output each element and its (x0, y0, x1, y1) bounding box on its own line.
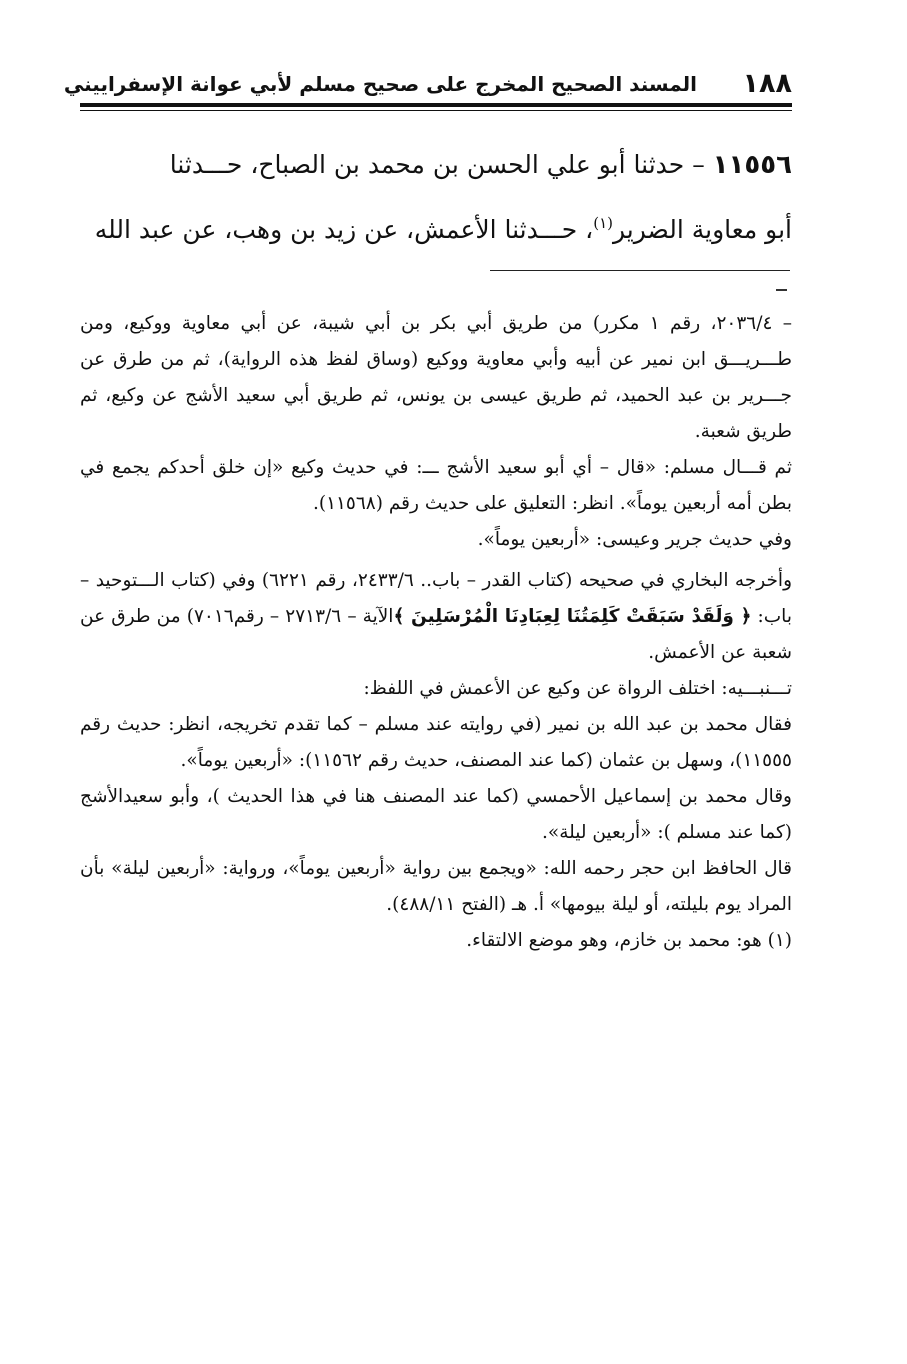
hadith-text (80, 136, 792, 259)
continuation-mark (776, 289, 787, 291)
hadith-number: ١١٥٥٦ (712, 150, 792, 180)
footnote-paragraph: – ٢٠٣٦/٤، رقم ١ مكرر) من طريق أبي بكر بن أبي شيبة، عن أبي معاوية ووكيع، ومن طـــريـــق ابن نمير عن أبيه وأبي معاوية ووكيع (وساق لفظ هذه الرواية)، ثم من طرق عن جـــرير بن عبد الحميد، ثم طريق عيسى بن يونس، ثم طريق أبي سعيد الأشج عن وكيع، ثم طريق شعبة. (80, 313, 792, 442)
header-rule-thin (80, 110, 792, 111)
footnote-separator (490, 270, 790, 271)
header-rule-thick (80, 103, 792, 107)
quran-verse: ﴿ وَلَقَدْ سَبَقَتْ كَلِمَتُنَا لِعِبَادِنَا الْمُرْسَلِينَ ﴾ (393, 606, 752, 627)
hadith-text-line2b: ، حـــدثنا الأعمش، عن زيد بن وهب، عن عبد الله (94, 215, 594, 244)
footnote-paragraph: وفي حديث جرير وعيسى: «أربعين يوماً». (477, 529, 792, 550)
running-title: المسند الصحيح المخرج على صحيح مسلم لأبي عوانة الإسفراييني (63, 72, 697, 96)
footnote-paragraph: ثم قـــال مسلم: «قال – أي أبو سعيد الأشج ـــ: في حديث وكيع «إن خلق أحدكم يجمع في بطن أمه أربعين يوماً». انظر: التعليق على حديث رقم (١١٥٦٨). (80, 457, 792, 514)
page-header (63, 64, 792, 104)
footnote-text: وأخرجه البخاري في صحيحه (كتاب القدر – باب.. ٢٤٣٣/٦، رقم ٦٢٢١) وفي (كتاب الـــتوحيد – باب: (80, 570, 793, 627)
hadith-dash: – (692, 150, 705, 179)
footnote-paragraph: فقال محمد بن عبد الله بن نمير (في روايته عند مسلم – كما تقدم تخريجه، انظر: حديث رقم ١١٥٥٥)، وسهل بن عثمان (كما عند المصنف، حديث رقم ١١٥٦٢): «أربعين يوماً». (80, 714, 792, 771)
footnote-reference: (١) (593, 214, 613, 232)
hadith-text-line2a: أبو معاوية الضرير (612, 215, 792, 244)
footnote-text: الآية – ٢٧١٣/٦ – رقم٧٠١٦) من طرق عن شعبة عن الأعمش. (80, 606, 792, 663)
footnote-paragraph: تـــنبـــيه: اختلف الرواة عن وكيع عن الأعمش في اللفظ: (363, 678, 792, 699)
page-number: ١٨٨ (742, 68, 792, 99)
hadith-text-line1: حدثنا أبو علي الحسن بن محمد بن الصباح، حـــدثنا (169, 150, 685, 179)
footnote-paragraph-bukhari (80, 563, 792, 671)
footnote-paragraph: قال الحافظ ابن حجر رحمه الله: «ويجمع بين رواية «أربعين يوماً»، ورواية: «أربعين ليلة» بأن المراد يوم بليلته، أو ليلة بيومها» أ. هـ (الفتح ٤٨٨/١١). (80, 858, 792, 915)
footnote-paragraph: وقال محمد بن إسماعيل الأحمسي (كما عند المصنف هنا في هذا الحديث )، وأبو سعيدالأشج (كما عند مسلم ): «أربعين ليلة». (80, 786, 792, 843)
footnote-1: (١) هو: محمد بن خازم، وهو موضع الالتقاء. (466, 930, 792, 951)
footnotes-section (80, 306, 792, 959)
